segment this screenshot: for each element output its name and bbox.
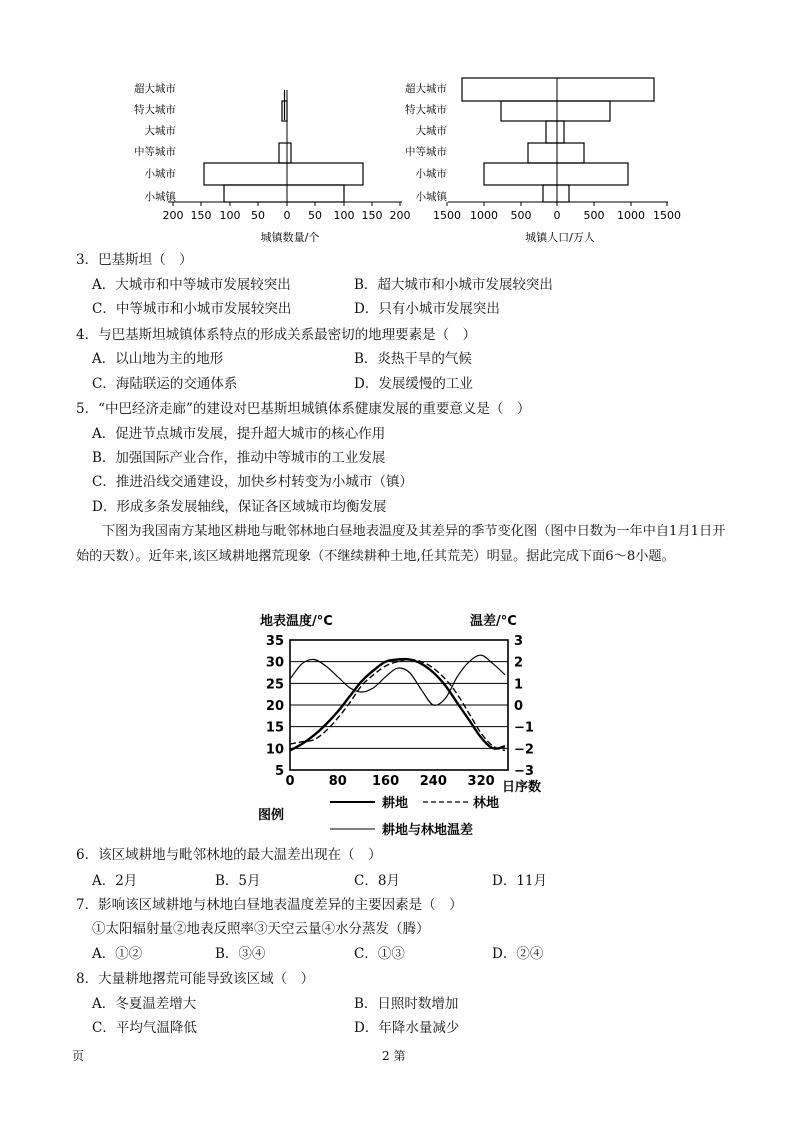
x-tick-label: 80 [328, 774, 347, 789]
temperature-line-chart [240, 605, 560, 840]
y-left-tick-label: 5 [274, 764, 284, 779]
left-category-label: 中等城市 [134, 146, 176, 158]
right-tick-label: 500 [583, 209, 605, 222]
q3-option-c: C．中等城市和小城市发展较突出 [92, 301, 292, 317]
bar-right-xiaochengzhen [543, 185, 569, 202]
right-category-label: 特大城市 [405, 104, 447, 116]
right-category-label: 大城市 [415, 125, 447, 137]
x-tick-label: 320 [467, 774, 495, 789]
right-tick-label: 500 [510, 209, 532, 222]
y-right-tick-label: −1 [514, 720, 534, 736]
right-tick-label: 1500 [653, 209, 681, 222]
right-tick-label: 1000 [470, 209, 498, 222]
q5-option-d: D．形成多条发展轴线，保证各区域城市均衡发展 [92, 499, 387, 515]
left-category-label: 超大城市 [134, 83, 176, 95]
left-tick-label: 50 [308, 209, 322, 222]
legend-label-forest: 林地 [473, 796, 500, 811]
q6-option-b: B．5月 [215, 873, 261, 889]
right-category-label: 小城市 [415, 168, 447, 180]
q4-stem: 4．与巴基斯坦城镇体系特点的形成关系最密切的地理要素是（ ） [76, 327, 477, 343]
y-right-label: 温差/°C [470, 614, 517, 629]
q5-option-c: C．推进沿线交通建设，加快乡村转变为小城市（镇） [92, 474, 413, 490]
footer-left: 页 [72, 1049, 85, 1063]
left-tick-label: 100 [219, 209, 241, 222]
y-left-tick-label: 35 [265, 634, 284, 649]
right-category-label: 小城镇 [415, 191, 447, 203]
left-tick-label: 200 [389, 209, 411, 222]
left-tick-label: 200 [162, 209, 184, 222]
q3-stem: 3．巴基斯坦（ ） [76, 252, 193, 268]
y-right-tick-label: −3 [514, 764, 534, 779]
right-category-label: 中等城市 [405, 146, 447, 158]
q8-option-d: D．年降水量减少 [354, 1020, 460, 1036]
y-left-tick-label: 10 [265, 742, 284, 758]
right-tick-label: 0 [553, 209, 561, 222]
q4-option-b: B．炎热干旱的气候 [354, 351, 472, 367]
right-category-label: 超大城市 [405, 83, 447, 95]
right-panel [405, 78, 681, 244]
bar-left-xiaochengshi [204, 163, 363, 185]
y-left-tick-label: 20 [265, 699, 284, 714]
q7-option-b: B．③④ [215, 946, 266, 962]
y-left-tick-label: 15 [265, 720, 284, 736]
q8-stem: 8．大量耕地撂荒可能导致该区域（ ） [76, 971, 315, 987]
bar-right-xiaochengshi [484, 163, 628, 185]
y-right-tick-label: −2 [514, 742, 534, 758]
y-left-label: 地表温度/°C [260, 614, 333, 629]
x-tick-label: 240 [419, 774, 447, 789]
q3-option-b: B．超大城市和小城市发展较突出 [354, 277, 553, 293]
bar-left-zhongdeng [279, 143, 291, 163]
q5-option-b: B．加强国际产业合作，推动中等城市的工业发展 [92, 450, 386, 466]
left-panel [134, 82, 411, 244]
q7-factors: ①太阳辐射量②地表反照率③天空云量④水分蒸发（腾） [92, 921, 430, 937]
right-tick-label: 1000 [617, 209, 645, 222]
q8-option-c: C．平均气温降低 [92, 1020, 197, 1036]
q4-option-d: D．发展缓慢的工业 [354, 376, 473, 392]
q6-option-a: A．2月 [92, 873, 138, 889]
right-xlabel: 城镇人口/万人 [525, 231, 595, 244]
q5-option-a: A．促进节点城市发展，提升超大城市的核心作用 [92, 426, 386, 442]
x-axis-label: 日序数 [502, 780, 542, 795]
q6-option-c: C．8月 [354, 873, 400, 889]
series-line-temp-diff [290, 655, 505, 705]
left-category-label: 大城市 [144, 125, 176, 137]
q5-stem: 5．“中巴经济走廊”的建设对巴基斯坦城镇体系健康发展的重要意义是（ ） [76, 401, 531, 417]
left-tick-label: 150 [190, 209, 212, 222]
q7-option-d: D．②④ [492, 946, 544, 962]
y-left-tick-label: 30 [265, 655, 284, 671]
y-right-tick-label: 3 [514, 634, 524, 649]
q3-option-a: A．大城市和中等城市发展较突出 [92, 277, 291, 293]
q7-option-a: A．①② [92, 946, 143, 962]
y-left-tick-label: 25 [265, 677, 284, 693]
left-category-label: 小城市 [144, 168, 176, 180]
left-category-label: 特大城市 [134, 104, 176, 116]
q7-option-c: C．①③ [354, 946, 405, 962]
y-right-tick-label: 2 [514, 655, 524, 671]
y-right-tick-label: 1 [514, 677, 524, 693]
x-tick-label: 0 [285, 774, 295, 789]
legend-label-diff: 耕地与林地温差 [382, 823, 474, 838]
q4-option-c: C．海陆联运的交通体系 [92, 376, 238, 392]
bar-right-zhongdeng [528, 143, 584, 163]
q6-option-d: D．11月 [492, 873, 548, 889]
q4-option-a: A．以山地为主的地形 [92, 351, 224, 367]
q7-stem: 7．影响该区域耕地与林地白昼地表温度差异的主要因素是（ ） [76, 897, 463, 913]
city-pyramid-chart [0, 0, 794, 250]
q6-stem: 6．该区域耕地与毗邻林地的最大温差出现在（ ） [76, 847, 382, 863]
left-tick-label: 150 [361, 209, 383, 222]
left-tick-label: 0 [283, 209, 291, 222]
footer-page-number: 2 第 [382, 1049, 406, 1063]
left-category-label: 小城镇 [144, 191, 176, 203]
right-tick-label: 1500 [433, 209, 461, 222]
bar-right-da [546, 121, 564, 143]
left-xlabel: 城镇数量/个 [260, 231, 320, 244]
left-tick-label: 50 [251, 209, 265, 222]
y-right-tick-label: 0 [514, 699, 524, 714]
bar-right-chaoda [462, 78, 654, 101]
legend [258, 795, 499, 838]
legend-title: 图例 [258, 808, 285, 823]
q3-option-d: D．只有小城市发展突出 [354, 301, 500, 317]
legend-label-farmland: 耕地 [382, 796, 409, 811]
q8-option-b: B．日照时数增加 [354, 996, 459, 1012]
left-tick-label: 100 [333, 209, 355, 222]
x-tick-label: 160 [371, 774, 400, 789]
intro-paragraph: 下图为我国南方某地区耕地与毗邻林地白昼地表温度及其差异的季节变化图（图中日数为一年中自1月1日开始的天数）。近年来,该区域耕地撂荒现象（不继续耕种土地,任其荒芜）明显。据此完成下面6～8小题。 [76, 524, 726, 564]
bar-right-teda [501, 101, 610, 121]
bar-left-xiaochengzhen [224, 185, 344, 202]
q8-option-a: A．冬夏温差增大 [92, 996, 197, 1012]
